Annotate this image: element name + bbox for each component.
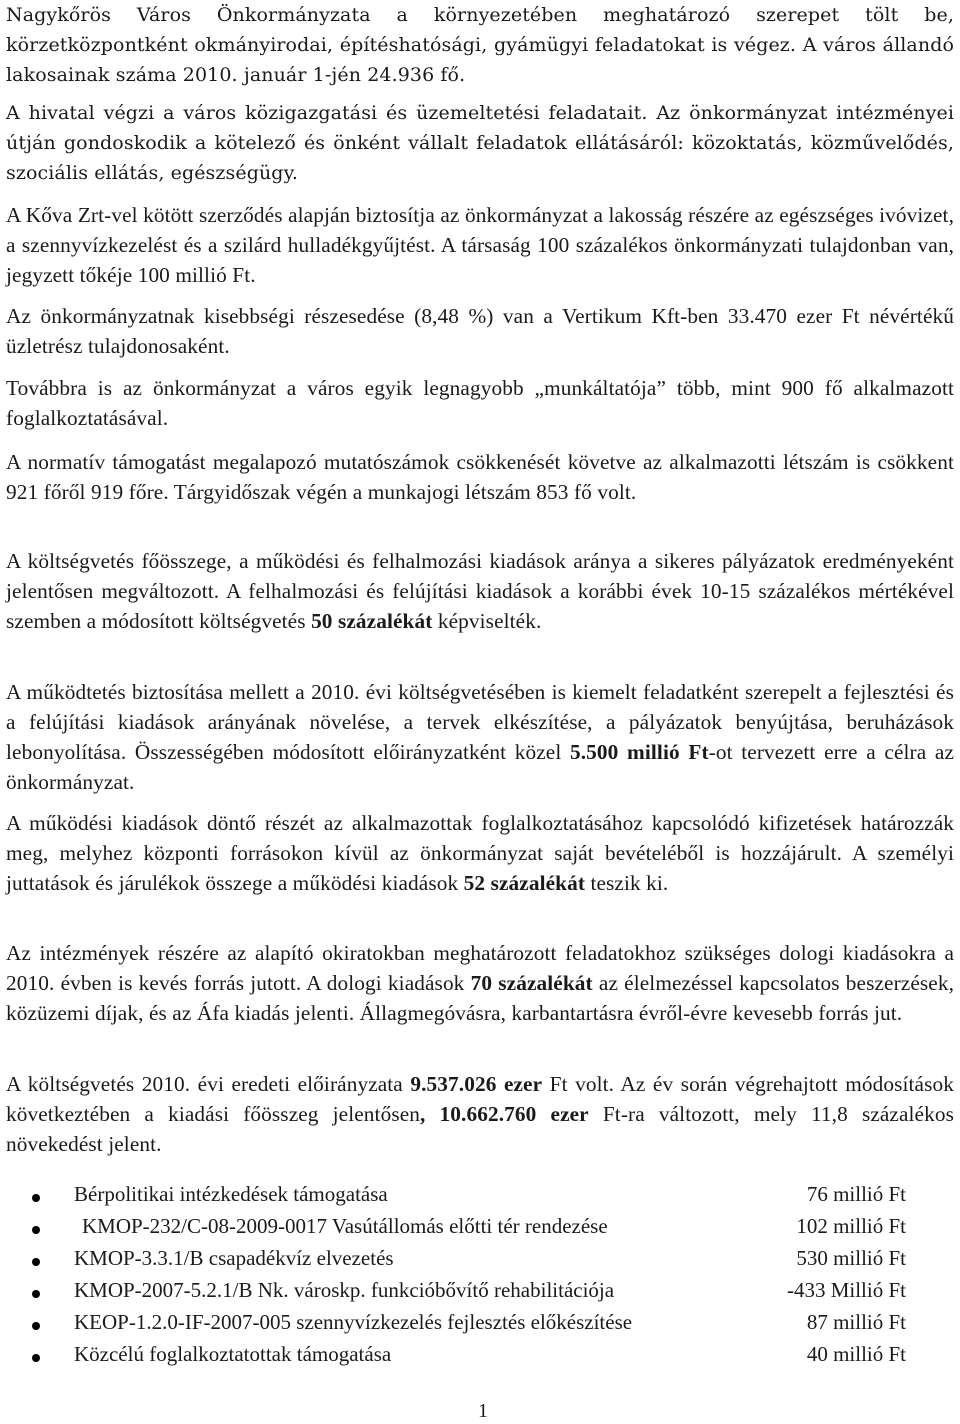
list-item bbox=[0, 1310, 950, 1342]
text: Az intézmények részére az alapító okiratokban meghatározott feladatokhoz szükséges dologi kiadásokra a 2010. évben is kevés forrás jutott. A dologi kiadások bbox=[6, 941, 954, 995]
list-item bbox=[0, 1182, 950, 1214]
list-item-label: Közcélú foglalkoztatottak támogatása bbox=[74, 1342, 392, 1366]
bullet-icon bbox=[32, 1226, 40, 1234]
list-item-amount: 76 millió Ft bbox=[806, 1182, 906, 1206]
bold-value: 50 százalékát bbox=[311, 609, 433, 633]
bullet-icon bbox=[32, 1258, 40, 1266]
paragraph-foosszeg bbox=[6, 546, 954, 636]
bold-value: , 10.662.760 ezer bbox=[420, 1102, 589, 1126]
bullet-icon bbox=[32, 1354, 40, 1362]
list-item-label: KMOP-232/C-08-2009-0017 Vasútállomás előtti tér rendezése bbox=[82, 1214, 608, 1238]
bullet-icon bbox=[32, 1322, 40, 1330]
paragraph-intro: Nagykőrös Város Önkormányzata a környezetében meghatározó szerepet tölt be, körzetközpontként okmányirodai, építéshatósági, gyámügyi feladatokat is végez. A város állandó lakosainak száma 2010. január 1-jén 24.936 fő. bbox=[6, 4, 954, 86]
text: az élelmezéssel kapcsolatos beszerzések, közüzemi díjak, és az Áfa kiadás jelenti. Állagmegóvásra, karbantartásra évről-évre kevesebb forrás jut. bbox=[6, 971, 954, 1025]
list-item bbox=[0, 1214, 950, 1246]
list-item-amount: 530 millió Ft bbox=[796, 1246, 906, 1270]
list-item bbox=[0, 1278, 950, 1310]
list-item-label: KMOP-2007-5.2.1/B Nk. városkp. funkcióbővítő rehabilitációja bbox=[74, 1278, 615, 1302]
list-item-label: KMOP-3.3.1/B csapadékvíz elvezetés bbox=[74, 1246, 394, 1270]
paragraph-munkaltato: Továbbra is az önkormányzat a város egyik legnagyobb „munkáltatója” több, mint 900 fő alkalmazott foglalkoztatásával. bbox=[6, 376, 954, 430]
list-item-label: Bérpolitikai intézkedések támogatása bbox=[74, 1182, 388, 1206]
page-number: 1 bbox=[478, 1400, 488, 1422]
paragraph-kova: A Kőva Zrt-vel kötött szerződés alapján biztosítja az önkormányzat a lakosság részére az egészséges ivóvizet, a szennyvízkezelést és a szilárd hulladékgyűjtést. A társaság 100 százalékos önkormányzati tulajdonban van, jegyzett tőkéje 100 millió Ft. bbox=[6, 203, 954, 287]
text: A költségvetés főösszege, a működési és felhalmozási kiadások aránya a sikeres pályázatok eredményeként jelentősen megváltozott. A felhalmozási és felújítási kiadások a korábbi évek 10-15 százalékos mértékével szemben a módosított költségvetés bbox=[6, 549, 954, 633]
list-item-amount: 102 millió Ft bbox=[796, 1214, 906, 1238]
paragraph-hivatal: A hivatal végzi a város közigazgatási és üzemeltetési feladatait. Az önkormányzat intézményei útján gondoskodik a kötelező és önként vállalt feladatok ellátásáról: közoktatás, közművelődés, szociális ellátás, egészségügy. bbox=[6, 102, 954, 184]
list-item-amount: -433 Millió Ft bbox=[786, 1278, 906, 1302]
text: képviselték. bbox=[432, 609, 542, 633]
paragraph-letszam: A normatív támogatást megalapozó mutatószámok csökkenését követve az alkalmazotti létszám is csökkent 921 főről 919 főre. Tárgyidőszak végén a munkajogi létszám 853 fő volt. bbox=[6, 450, 954, 504]
bold-value: 5.500 millió Ft bbox=[570, 740, 709, 764]
text: Ft volt. Az év során végrehajtott módosítások következtében a kiadási főösszeg jelentősen bbox=[6, 1072, 954, 1126]
text: A működtetés biztosítása mellett a 2010. évi költségvetésében is kiemelt feladatként szerepelt a fejlesztési és a felújítási kiadások arányának növelése, a tervek elkészítése, a pályázatok benyújtása, beruházások lebonyolítása. Összességében módosított előirányzatként közel bbox=[6, 680, 954, 764]
bold-value: 9.537.026 ezer bbox=[410, 1072, 543, 1096]
bold-value: 70 százalékát bbox=[470, 971, 593, 995]
paragraph-mukodtetes bbox=[6, 677, 954, 797]
paragraph-vertikum: Az önkormányzatnak kisebbségi részesedése (8,48 %) van a Vertikum Kft-ben 33.470 ezer Ft névértékű üzletrész tulajdonosaként. bbox=[6, 304, 954, 358]
bullet-icon bbox=[32, 1290, 40, 1298]
text: A költségvetés 2010. évi eredeti előirányzata bbox=[6, 1072, 411, 1096]
list-item bbox=[0, 1342, 950, 1374]
text: -ot tervezett erre a célra az önkormányzat. bbox=[6, 740, 954, 794]
paragraph-dologi bbox=[6, 938, 954, 1028]
paragraph-eloiranyzat bbox=[6, 1069, 954, 1159]
list-item-label: KEOP-1.2.0-IF-2007-005 szennyvízkezelés fejlesztés előkészítése bbox=[74, 1310, 633, 1334]
paragraph-mukodesi bbox=[6, 808, 954, 898]
list-item bbox=[0, 1246, 950, 1278]
text: A működési kiadások döntő részét az alkalmazottak foglalkoztatásához kapcsolódó kifizetések határozzák meg, melyhez központi forrásokon kívül az önkormányzat saját bevételéből is hozzájárult. A személyi juttatások és járulékok összege a működési kiadások bbox=[6, 811, 954, 895]
list-item-amount: 40 millió Ft bbox=[806, 1342, 906, 1366]
text: Ft-ra változott, mely 11,8 százalékos növekedést jelent. bbox=[6, 1102, 954, 1156]
text: teszik ki. bbox=[585, 871, 669, 895]
bold-value: 52 százalékát bbox=[463, 871, 586, 895]
list-item-amount: 87 millió Ft bbox=[806, 1310, 906, 1334]
bullet-icon bbox=[32, 1194, 40, 1202]
